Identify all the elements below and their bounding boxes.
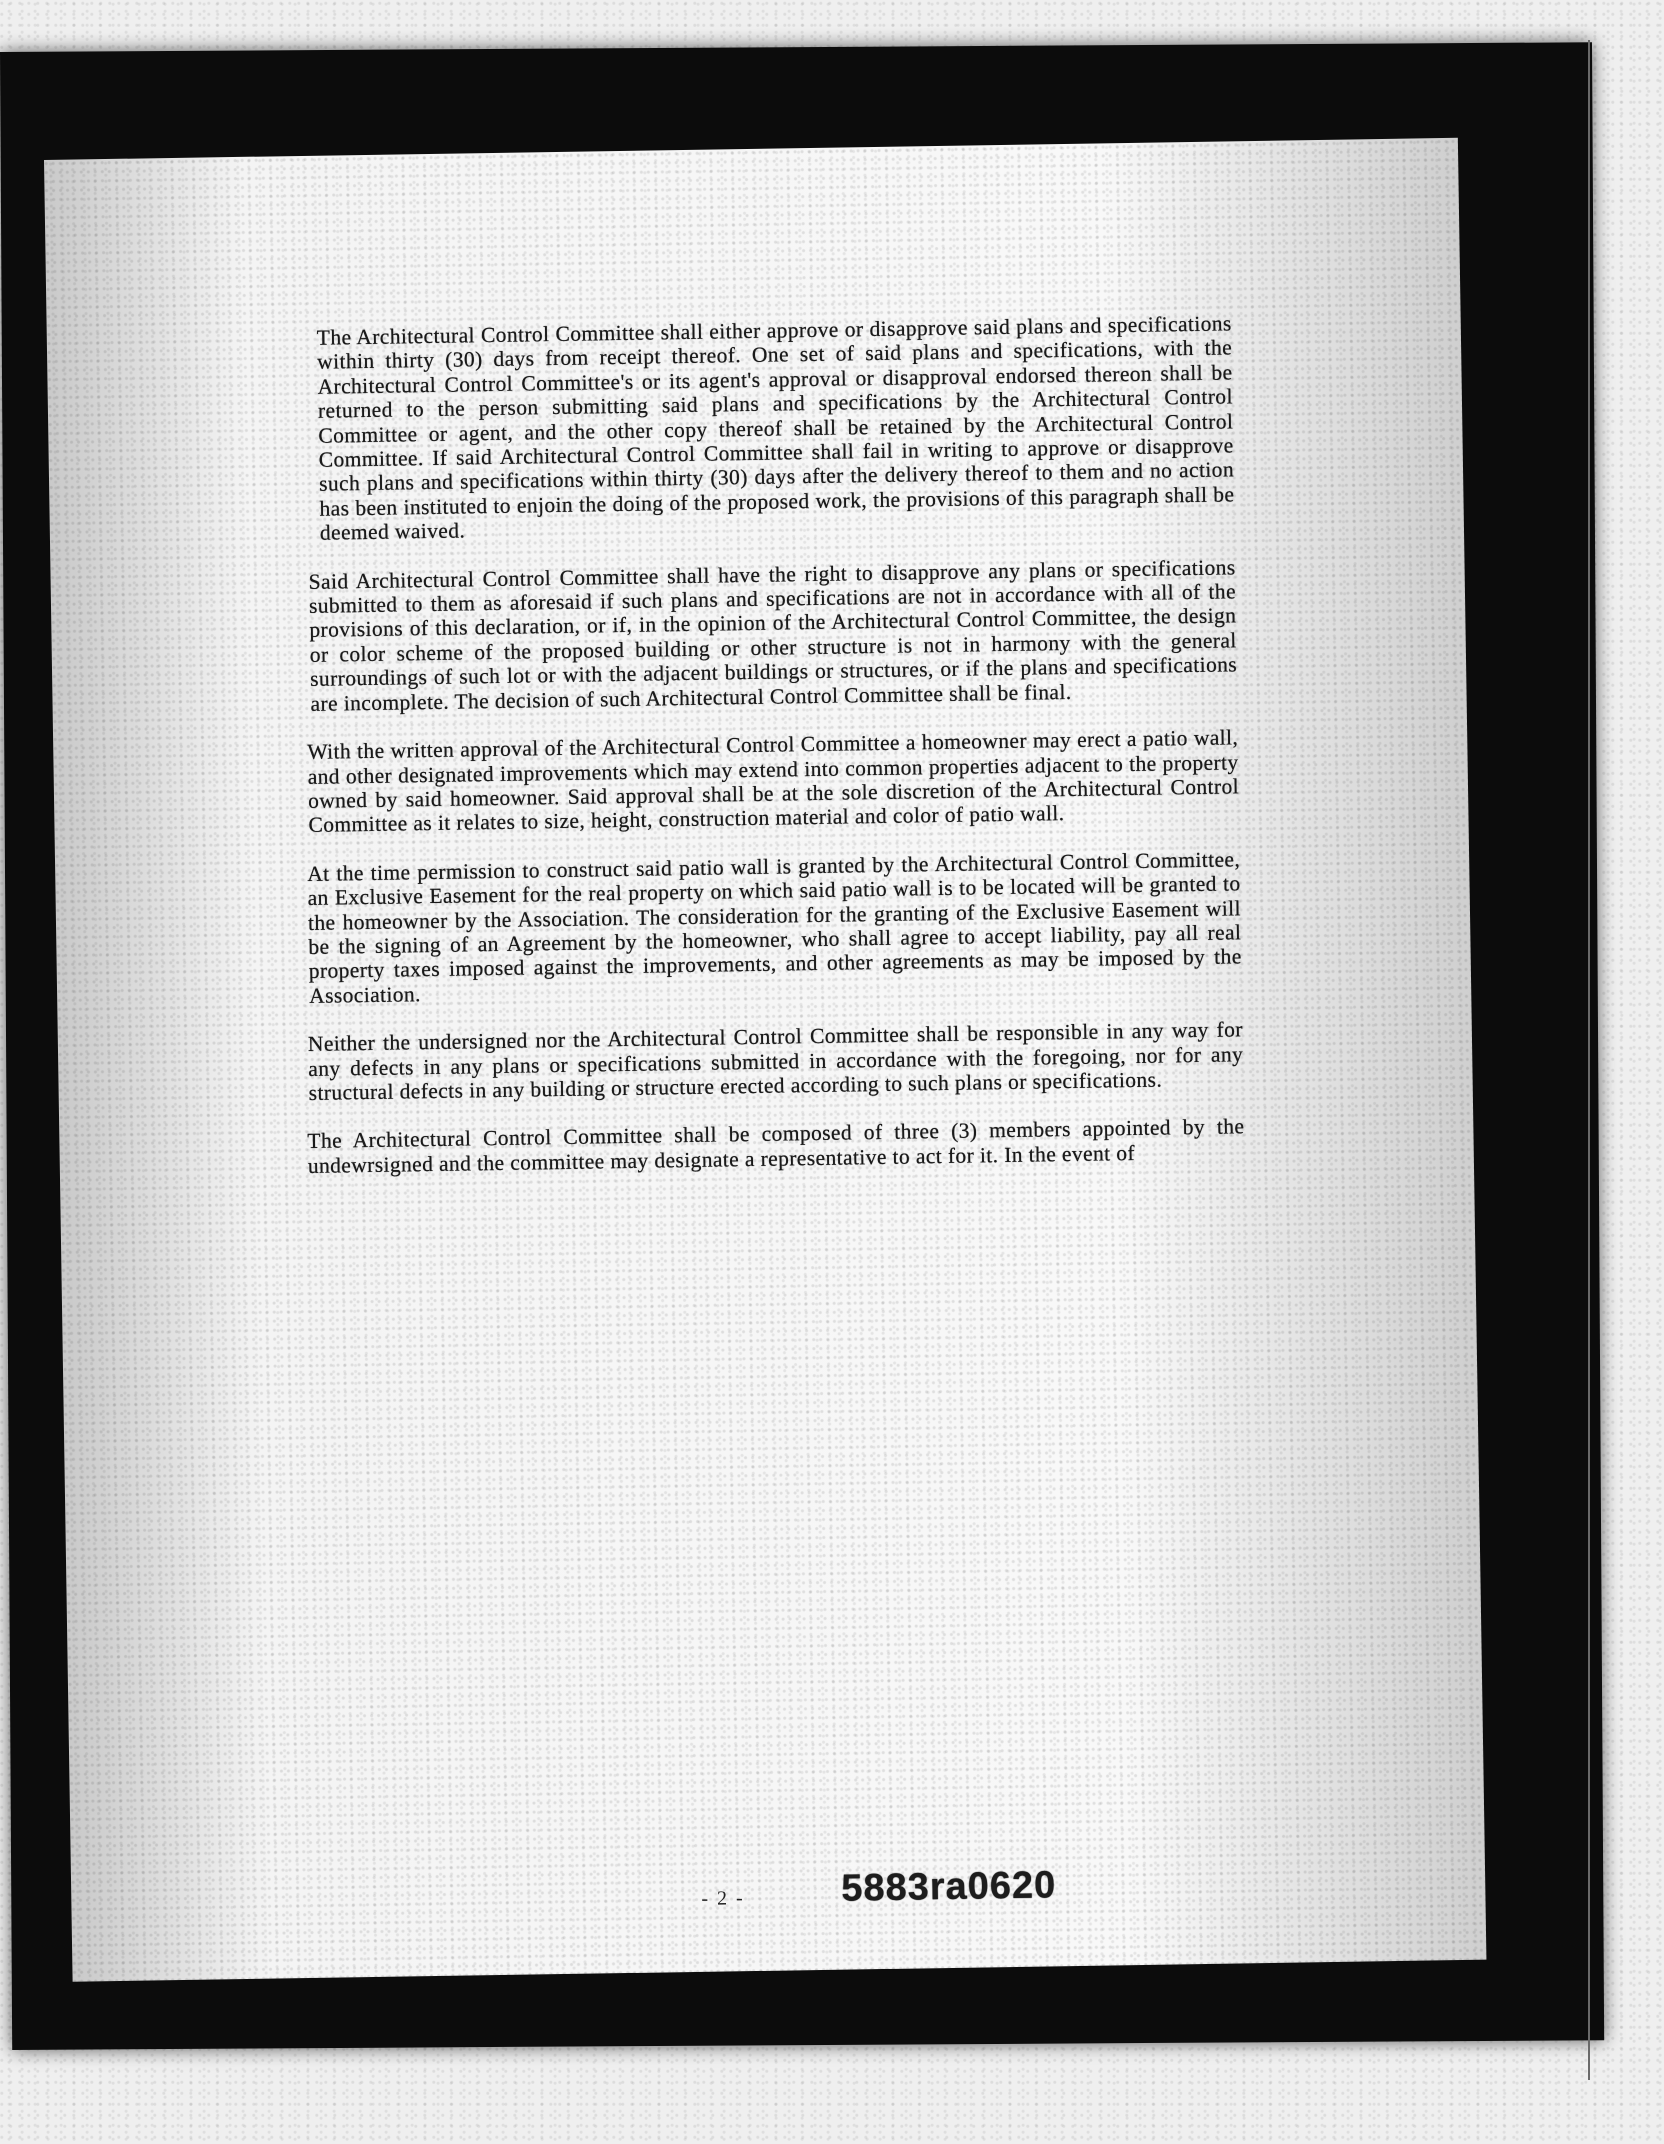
- page-number: - 2 -: [701, 1887, 745, 1910]
- document-page: [44, 138, 1486, 1982]
- binding-edge-line: [1588, 40, 1590, 2080]
- recording-book-page-stamp: 5883ra0620: [840, 1864, 1057, 1910]
- page-footer: [71, 1858, 1486, 1930]
- document-body: [297, 311, 1246, 1202]
- paragraph-patio-wall-approval: With the written approval of the Architectural Control Committee a homeowner may erect a patio wall, and other designated improvements which may extend into common properties adjacent to the property owned by said homeowner. Said approval shall be at the sole discretion of the Architectural Control Committee as it relates to size, height, construction material and color of patio wall.: [307, 725, 1240, 838]
- paragraph-right-to-disapprove: Said Architectural Control Committee shall have the right to disapprove any plans or specifications submitted to them as aforesaid if such plans and specifications are not in accordance with all of the provisions of this declaration, or if, in the opinion of the Architectural Control Committee, the design or color scheme of the proposed building or other structure is not in harmony with the general surroundings of such lot or with the adjacent buildings or structures, or if the plans and specifications are incomplete. The decision of such Architectural Control Committee shall be final.: [308, 554, 1238, 716]
- paragraph-committee-composition: The Architectural Control Committee shall be composed of three (3) members appointed by the undewrsigned and the committee may designate a representative to act for it. In the event of: [307, 1114, 1245, 1178]
- paragraph-liability-disclaimer: Neither the undersigned nor the Architectural Control Committee shall be responsible in any way for any defects in any plans or specifications submitted in accordance with the foregoing, nor for any structural defects in any building or structure erected according to such plans or specifications.: [307, 1017, 1244, 1105]
- paragraph-approval-timeline: The Architectural Control Committee shall either approve or disapprove said plans and specifications within thirty (30) days from receipt thereof. One set of said plans and specifications, with the Architectural Control Committee's or its agent's approval or disapproval endorsed thereon shall be returned to the person submitting said plans and specifications by the Architectural Control Committee or agent, and the other copy thereof shall be retained by the Architectural Control Committee. If said Architectural Control Committee shall fail in writing to approve or disapprove such plans and specifications within thirty (30) days after the delivery thereof to them and no action has been instituted to enjoin the doing of the proposed work, the provisions of this paragraph shall be deemed waived.: [316, 311, 1235, 545]
- paragraph-exclusive-easement: At the time permission to construct said patio wall is granted by the Architectural Control Committee, an Exclusive Easement for the real property on which said patio wall is to be located will be granted to the homeowner by the Association. The consideration for the granting of the Exclusive Easement will be the signing of an Agreement by the homeowner, who shall agree to accept liability, pay all real property taxes imposed against the improvements, and other agreements as may be imposed by the Association.: [307, 847, 1242, 1008]
